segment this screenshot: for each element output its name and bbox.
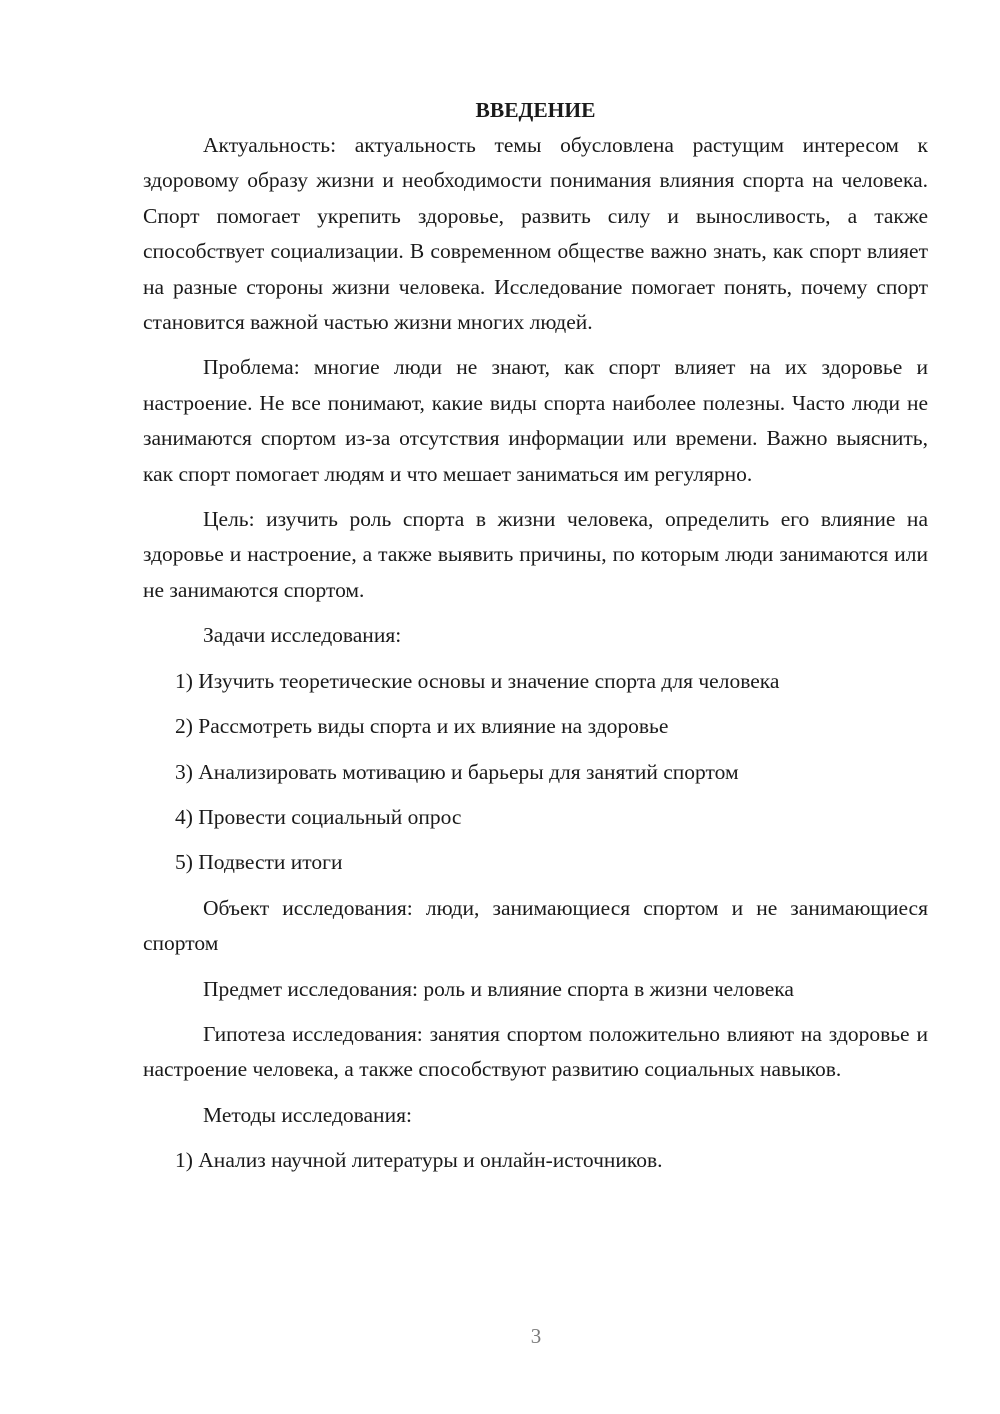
list-item: 1) Анализ научной литературы и онлайн-источников. [175,1148,663,1173]
paragraph-goal: Цель: изучить роль спорта в жизни человека, определить его влияние на здоровье и настроение, а также выявить причины, по которым люди занимаются или не занимаются спортом. [143,507,928,602]
methods-list [143,1143,928,1178]
paragraph-problem: Проблема: многие люди не знают, как спорт влияет на их здоровье и настроение. Не все понимают, какие виды спорта наиболее полезны. Часто люди не занимаются спортом из-за отсутствия информации или времени. Важно выяснить, как спорт помогает людям и что мешает заниматься им регулярно. [143,355,928,486]
list-item: 1) Изучить теоретические основы и значение спорта для человека [175,668,780,693]
list-item: 5) Подвести итоги [175,850,343,875]
paragraph-relevance: Актуальность: актуальность темы обусловлена растущим интересом к здоровому образу жизни и необходимости понимания влияния спорта на человека. Спорт помогает укрепить здоровье, развить силу и выносливость, а также способствует социализации. В современном обществе важно знать, как спорт влияет на разные стороны жизни человека. Исследование помогает понять, почему спорт становится важной частью жизни многих людей. [143,133,928,335]
document-page [143,92,928,1189]
methods-label: Методы исследования: [203,1102,412,1127]
list-item: 4) Провести социальный опрос [175,804,462,829]
tasks-list [143,664,928,881]
page-title: ВВЕДЕНИЕ [475,98,596,122]
paragraph-hypothesis: Гипотеза исследования: занятия спортом положительно влияют на здоровье и настроение человека, а также способствуют развитию социальных навыков. [143,1021,928,1082]
paragraph-subject: Предмет исследования: роль и влияние спорта в жизни человека [203,976,794,1001]
page-number: 3 [530,1324,542,1348]
list-item: 3) Анализировать мотивацию и барьеры для занятий спортом [175,759,739,784]
tasks-label: Задачи исследования: [203,623,402,648]
list-item: 2) Рассмотреть виды спорта и их влияние на здоровье [175,714,669,739]
paragraph-object: Объект исследования: люди, занимающиеся спортом и не занимающиеся спортом [143,895,928,956]
